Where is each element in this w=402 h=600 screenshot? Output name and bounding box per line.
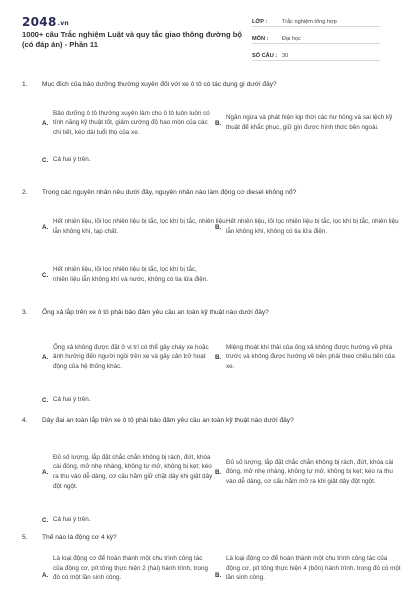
option-a[interactable] — [42, 439, 215, 505]
option-text: Hết nhiên liệu, lõi lọc nhiên liệu bị tắc, lọc khí bị tắc, nhiên liệu lẫn không khí, không có tia lửa điện. — [226, 218, 399, 235]
options — [42, 542, 401, 598]
site-logo[interactable]: 2048.vn — [22, 15, 69, 29]
option-a[interactable] — [42, 554, 212, 600]
option-key: B. — [215, 572, 222, 579]
options — [42, 89, 393, 171]
option-text: Hết nhiên liệu, lõi lọc nhiên liệu bị tắc, lọc khí bị tắc, nhiên liệu lẫn không khí, tạp chất. — [53, 218, 226, 235]
option-c[interactable] — [42, 513, 212, 527]
option-key: B. — [215, 353, 222, 361]
question-number: 1. — [22, 81, 28, 88]
option-c[interactable] — [42, 393, 212, 407]
option-text: Là loại động cơ để hoàn thành một chu trình công tác của động cơ, pít tông thực hiện 4 (bốn) hành trình, trong đó có một lần sinh công. — [226, 555, 401, 582]
option-text: Cả hai ý trên. — [53, 156, 91, 164]
options — [42, 197, 399, 297]
option-key: A. — [42, 223, 49, 231]
option-text: Bảo dưỡng ô tô thường xuyên làm cho ô tô luôn luôn có tính năng kỹ thuật tốt, giảm cường độ hao mòn của các chi tiết, kéo dài tuổi thọ của xe. — [53, 109, 210, 136]
option-b[interactable] — [215, 439, 402, 505]
question-text: Thế nào là động cơ 4 kỳ? — [42, 534, 117, 541]
info-row-subject — [252, 30, 380, 44]
option-key: A. — [42, 572, 49, 579]
option-b[interactable] — [215, 207, 402, 247]
option-key: B. — [215, 468, 222, 476]
option-c[interactable] — [42, 255, 212, 295]
options — [42, 425, 394, 529]
question-3 — [22, 308, 395, 409]
question-4 — [22, 416, 394, 529]
option-text: Cả hai ý trên. — [53, 516, 91, 524]
question-text: Trong các nguyên nhân nêu dưới đây, nguyên nhân nào làm động cơ diesel không nổ? — [42, 189, 297, 196]
question-5 — [22, 533, 401, 600]
option-key: A. — [42, 119, 49, 127]
option-text: Là loại động cơ để hoàn thành một chu trình công tác của động cơ, pít tông thực hiện 2 (hai) hành trình, trong đó có một lần sinh công. — [53, 555, 209, 582]
question-text: Dây đai an toàn lắp trên xe ô tô phải bảo đảm yêu cầu an toàn kỹ thuật nào dưới đây? — [42, 417, 294, 424]
document-header — [0, 0, 400, 70]
question-number: 3. — [22, 309, 28, 316]
option-key: B. — [215, 119, 222, 127]
option-a[interactable] — [42, 99, 212, 147]
question-1 — [22, 80, 393, 171]
option-text: Cả hai ý trên. — [53, 396, 91, 404]
option-b[interactable] — [215, 554, 402, 600]
info-label: SỐ CÂU : — [252, 53, 278, 59]
option-key: C. — [42, 156, 49, 164]
option-key: C. — [42, 516, 49, 524]
option-key: C. — [42, 396, 49, 404]
option-text: Hết nhiên liệu, lõi lọc nhiên liệu bị tắc, lọc khí bị tắc, nhiên liệu lẫn không khí và nước, không có tia lửa điện. — [53, 266, 209, 283]
option-a[interactable] — [42, 207, 227, 247]
option-c[interactable] — [42, 153, 212, 167]
option-a[interactable] — [42, 331, 212, 383]
info-value: Đại học — [282, 36, 301, 42]
option-text: Đủ số lượng, lắp đặt chắc chắn không bị rách, đứt, khóa cài đóng, mở nhẹ nhàng, không tự mở, không bị kẹt; kéo ra thu vào dễ dàng, cơ cấu hãm giữ chặt dây khi giật dây đột ngột. — [53, 453, 213, 490]
info-value: 30 — [282, 53, 289, 59]
option-key: B. — [215, 223, 222, 231]
question-number: 2. — [22, 189, 28, 196]
question-text: Mục đích của bảo dưỡng thường xuyên đối với xe ô tô có tác dụng gì dưới đây? — [42, 81, 277, 88]
question-number: 4. — [22, 417, 28, 424]
info-label: MÔN : — [252, 36, 269, 42]
option-key: A. — [42, 468, 49, 476]
option-text: Ống xả không được đặt ở vị trí có thể gây cháy xe hoặc ảnh hưởng đến người ngồi trên xe và gây cản trở hoạt động của hệ thống khác. — [53, 343, 209, 370]
option-text: Miệng thoát khí thải của ống xả không được hướng về phía trước và không được hướng về bên phải theo chiều tiến của xe. — [226, 343, 395, 370]
option-b[interactable] — [215, 99, 402, 147]
option-b[interactable] — [215, 331, 402, 383]
question-2 — [22, 188, 399, 297]
info-label: LỚP : — [252, 19, 268, 25]
option-text: Đủ số lượng, lắp đặt chắc chắn không bị rách, đứt, khóa cài đóng, mở nhẹ nhàng, không tự mở, không bị kẹt; kéo ra thu vào dễ dàng, cơ cấu hãm mở ra khi giật dây đột ngột. — [226, 458, 394, 485]
options — [42, 317, 395, 409]
option-key: A. — [42, 353, 49, 361]
info-row-count — [252, 47, 380, 61]
option-key: C. — [42, 271, 49, 279]
info-row-class — [252, 13, 380, 27]
info-value: Trắc nghiệm tổng hợp — [282, 19, 337, 25]
question-text: Ống xả lắp trên xe ô tô phải bảo đảm yêu cầu an toàn kỹ thuật nào dưới đây? — [42, 309, 269, 316]
question-number: 5. — [22, 534, 28, 541]
info-panel — [252, 13, 380, 64]
option-text: Ngăn ngừa và phát hiện kịp thời các hư hỏng và sai lệch kỹ thuật để khắc phục, giữ gìn được hình thức bên ngoài. — [226, 114, 393, 131]
document-title: 1000+ câu Trắc nghiệm Luật và quy tắc giao thông đường bộ (có đáp án) - Phần 11 — [22, 30, 242, 49]
